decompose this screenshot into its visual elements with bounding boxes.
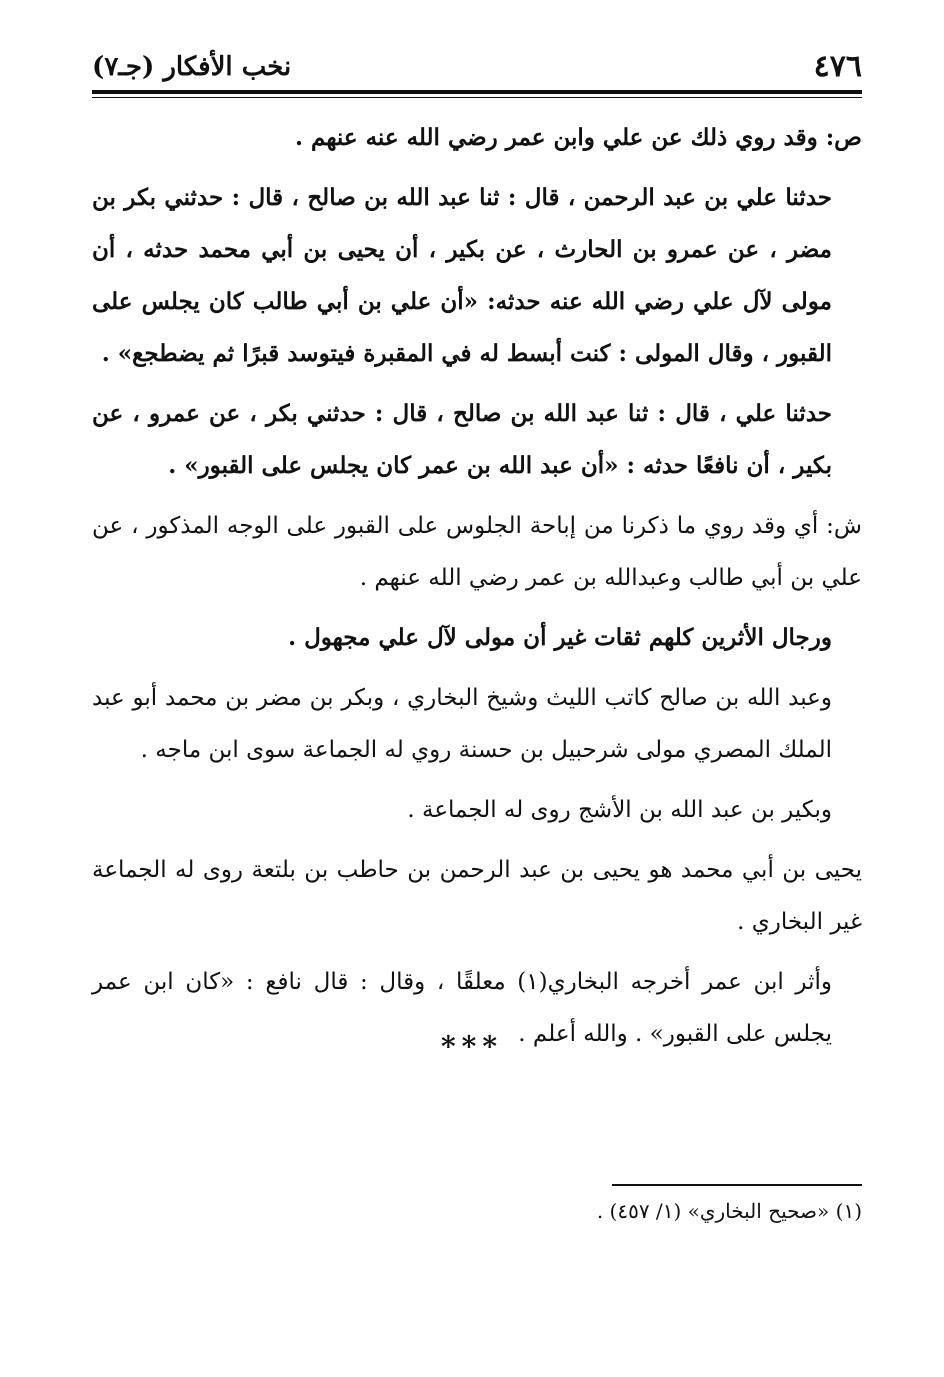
paragraph-8: يحيى بن أبي محمد هو يحيى بن عبد الرحمن بن حاطب بن بلتعة روى له الجماعة غير البخاري . — [92, 857, 862, 935]
page-number: ٤٧٦ — [813, 49, 862, 84]
paragraph-6: وعبد الله بن صالح كاتب الليث وشيخ البخاري ، وبكر بن مضر بن محمد أبو عبد الملك المصري مولى شرحبيل بن حسنة روي له الجماعة سوى ابن ماجه . — [92, 685, 832, 763]
paragraph-1: ص: وقد روي ذلك عن علي وابن عمر رضي الله عنه عنهم . — [295, 124, 862, 151]
section-separator: *** — [441, 1030, 503, 1063]
header-rule-thick — [92, 90, 862, 94]
header-rule-thin — [92, 97, 862, 98]
page-header — [92, 44, 862, 90]
paragraph-9: وأثر ابن عمر أخرجه البخاري(١) معلقًا ، وقال : قال نافع : «كان ابن عمر يجلس على القبور» . والله أعلم . — [92, 969, 832, 1047]
book-title: نخب الأفكار (جـ٧) — [92, 52, 292, 82]
paragraph-5: ورجال الأثرين كلهم ثقات غير أن مولى لآل علي مجهول . — [288, 624, 832, 651]
paragraph-7: وبكير بن عبد الله بن الأشج روى له الجماعة . — [407, 797, 832, 823]
footnote-rule — [612, 1184, 862, 1186]
paragraph-2: حدثنا علي بن عبد الرحمن ، قال : ثنا عبد الله بن صالح ، قال : حدثني بكر بن مضر ، عن عمرو بن الحارث ، عن بكير ، أن يحيى بن أبي محمد حدثه ، أن مولى لآل علي رضي الله عنه حدثه: «أن علي بن أبي طالب كان يجلس على القبور ، وقال المولى : كنت أبسط له في المقبرة فيتوسد قبرًا ثم يضطجع» . — [92, 184, 832, 367]
page-body — [92, 112, 862, 1060]
paragraph-3: حدثنا علي ، قال : ثنا عبد الله بن صالح ، قال : حدثني بكر ، عن عمرو ، عن بكير ، أن نافعًا حدثه : «أن عبد الله بن عمر كان يجلس على القبور» . — [92, 400, 832, 479]
footnote: (١) «صحيح البخاري» (١/ ٤٥٧) . — [596, 1199, 862, 1223]
paragraph-4: ش: أي وقد روي ما ذكرنا من إباحة الجلوس على القبور على الوجه المذكور ، عن علي بن أبي طالب وعبدالله بن عمر رضي الله عنهم . — [92, 513, 862, 591]
